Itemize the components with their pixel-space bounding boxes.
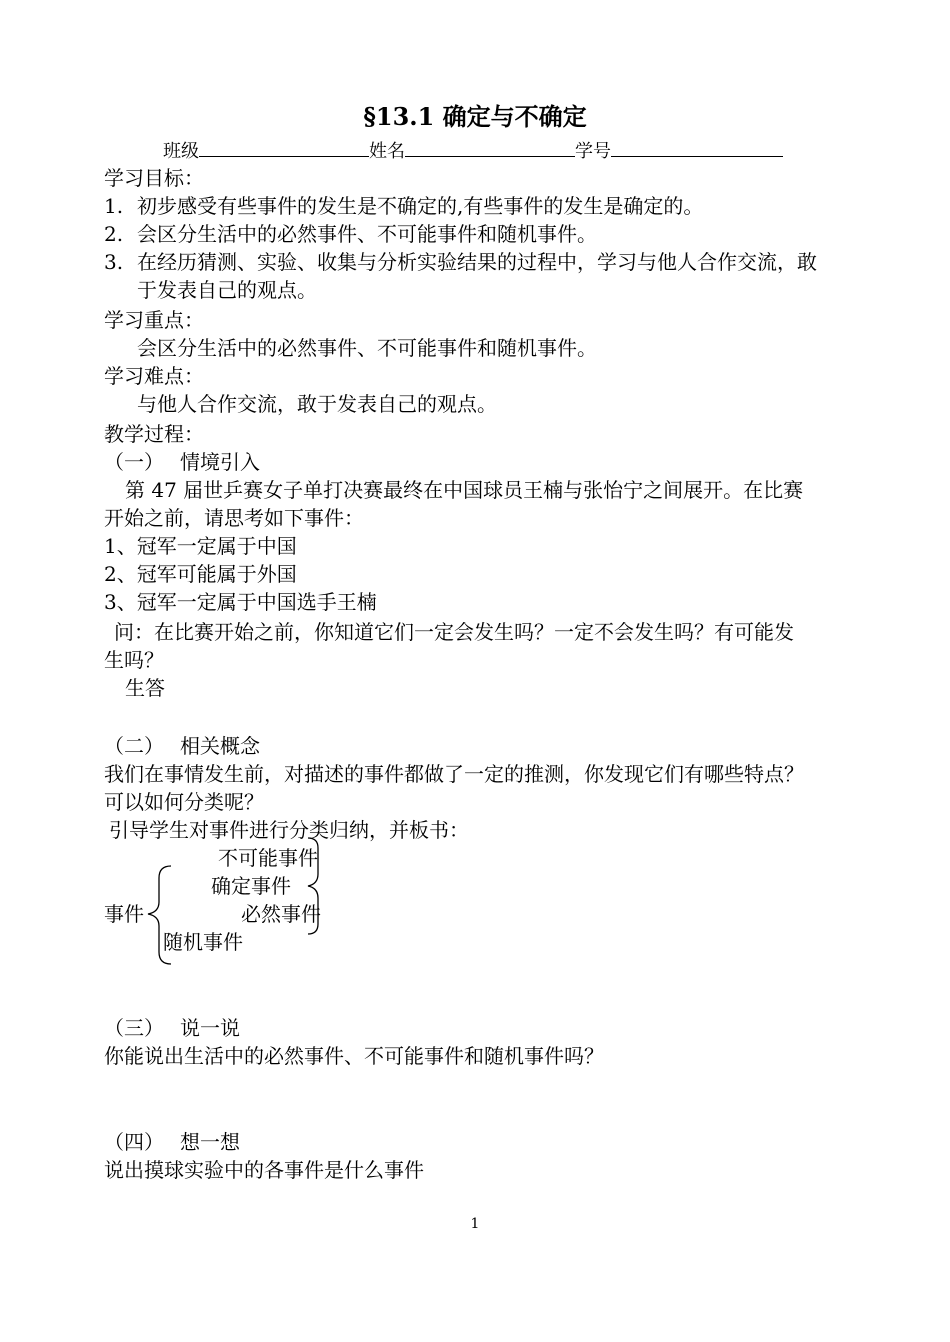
section1-question-line1: 问：在比赛开始之前，你知道它们一定会发生吗？一定不会发生吗？有可能发: [114, 620, 794, 644]
section4-text: 说出摸球实验中的各事件是什么事件: [104, 1158, 424, 1182]
objectives-heading: 学习目标：: [104, 166, 204, 190]
class-label: 班级: [163, 141, 199, 162]
section1-event-1: 1、冠军一定属于中国: [104, 534, 297, 558]
diagram-certain-event: 必然事件: [241, 902, 321, 926]
section4-title: 想一想: [180, 1130, 240, 1154]
objective-num-1: 1.: [104, 194, 124, 218]
page-title: §13.1 确定与不确定: [363, 102, 587, 131]
difficulties-heading: 学习难点：: [104, 364, 204, 388]
section2-guide: 引导学生对事件进行分类归纳，并板书：: [109, 818, 469, 842]
name-label: 姓名: [369, 141, 405, 162]
diagram-impossible-event: 不可能事件: [218, 846, 318, 870]
difficulties-text: 与他人合作交流，敢于发表自己的观点。: [137, 392, 497, 416]
page-number: 1: [470, 1216, 480, 1232]
key-points-text: 会区分生活中的必然事件、不可能事件和随机事件。: [137, 336, 597, 360]
section1-event-2: 2、冠军可能属于外国: [104, 562, 297, 586]
objective-num-3: 3.: [104, 250, 124, 274]
number-label: 学号: [575, 141, 611, 162]
section3-text: 你能说出生活中的必然事件、不可能事件和随机事件吗？: [104, 1044, 604, 1068]
objective-text-3: 在经历猜测、实验、收集与分析实验结果的过程中，学习与他人合作交流，敢: [137, 250, 817, 274]
diagram-root-event: 事件: [104, 902, 144, 926]
objective-text-1: 初步感受有些事件的发生是不确定的,有些事件的发生是确定的。: [137, 194, 704, 218]
objective-text-3-cont: 于发表自己的观点。: [137, 278, 317, 302]
section2-text-line1: 我们在事情发生前，对描述的事件都做了一定的推测，你发现它们有哪些特点？: [104, 762, 804, 786]
section2-label: （二）: [104, 734, 164, 758]
section1-question-line2: 生吗？: [104, 648, 164, 672]
section1-answer: 生答: [125, 676, 165, 700]
section1-title: 情境引入: [180, 450, 260, 474]
section1-label: （一）: [104, 450, 164, 474]
objective-text-2: 会区分生活中的必然事件、不可能事件和随机事件。: [137, 222, 597, 246]
section2-title: 相关概念: [180, 734, 260, 758]
section3-title: 说一说: [180, 1016, 240, 1040]
section1-event-3: 3、冠军一定属于中国选手王楠: [104, 590, 377, 614]
section1-intro-line2: 开始之前，请思考如下事件：: [104, 506, 364, 530]
diagram-determined-event: 确定事件: [211, 874, 291, 898]
section3-label: （三）: [104, 1016, 164, 1040]
objective-num-2: 2.: [104, 222, 124, 246]
section1-intro-line1: 第 47 届世乒赛女子单打决赛最终在中国球员王楠与张怡宁之间展开。在比赛: [125, 478, 804, 502]
diagram-random-event: 随机事件: [163, 930, 243, 954]
section2-text-line2: 可以如何分类呢？: [104, 790, 264, 814]
process-heading: 教学过程：: [104, 422, 204, 446]
section4-label: （四）: [104, 1130, 164, 1154]
key-points-heading: 学习重点：: [104, 308, 204, 332]
